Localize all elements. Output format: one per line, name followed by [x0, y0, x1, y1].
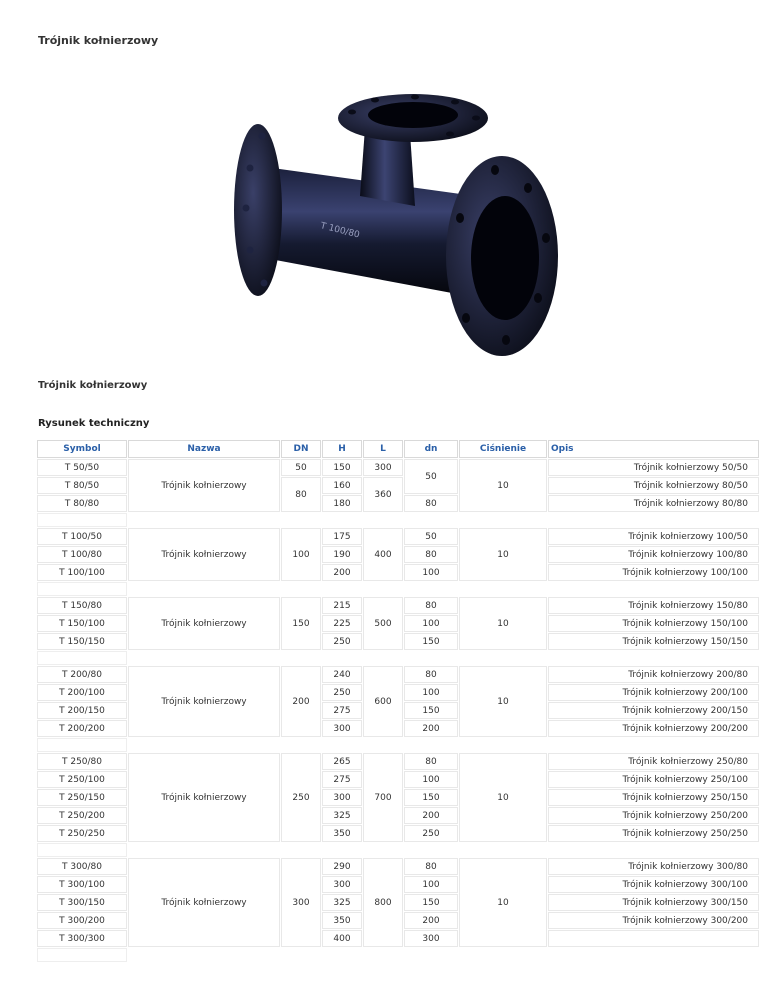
spacer-row	[37, 843, 759, 857]
cell-h: 250	[322, 684, 362, 701]
cell-symbol: T 300/200	[37, 912, 127, 929]
table-row	[37, 858, 759, 875]
cell-dn: 50	[281, 459, 321, 476]
cell-opis: Trójnik kołnierzowy 100/80	[548, 546, 759, 563]
spacer-row	[37, 948, 759, 962]
cell-l: 600	[363, 666, 403, 737]
cell-opis: Trójnik kołnierzowy 80/50	[548, 477, 759, 494]
table-body	[37, 459, 759, 962]
flanged-tee-image	[210, 78, 560, 368]
cell-dn-branch: 100	[404, 771, 458, 788]
cell-nazwa: Trójnik kołnierzowy	[128, 753, 280, 842]
cell-h: 150	[322, 459, 362, 476]
cell-dn-branch: 80	[404, 666, 458, 683]
cell-symbol: T 250/80	[37, 753, 127, 770]
cell-opis: Trójnik kołnierzowy 200/100	[548, 684, 759, 701]
cell-dn: 150	[281, 597, 321, 650]
header-l: L	[363, 440, 403, 458]
cell-opis: Trójnik kołnierzowy 250/150	[548, 789, 759, 806]
cell-symbol: T 100/50	[37, 528, 127, 545]
cell-l: 400	[363, 528, 403, 581]
cell-dn-branch: 150	[404, 894, 458, 911]
cell-symbol: T 250/200	[37, 807, 127, 824]
cell-dn: 100	[281, 528, 321, 581]
spacer-row	[37, 582, 759, 596]
cell-h: 290	[322, 858, 362, 875]
cell-symbol: T 200/80	[37, 666, 127, 683]
cell-l: 500	[363, 597, 403, 650]
cell-dn-branch: 50	[404, 528, 458, 545]
table-header-row	[37, 440, 759, 458]
cell-symbol: T 250/250	[37, 825, 127, 842]
cell-dn-branch: 150	[404, 633, 458, 650]
cell-dn: 80	[281, 477, 321, 512]
cell-opis: Trójnik kołnierzowy 250/200	[548, 807, 759, 824]
cell-dn-branch: 50	[404, 459, 458, 494]
cell-nazwa: Trójnik kołnierzowy	[128, 597, 280, 650]
table-row	[37, 666, 759, 683]
cell-opis: Trójnik kołnierzowy 100/100	[548, 564, 759, 581]
cell-opis: Trójnik kołnierzowy 300/100	[548, 876, 759, 893]
cell-dn-branch: 200	[404, 720, 458, 737]
section-title: Rysunek techniczny	[38, 418, 150, 429]
cell-opis: Trójnik kołnierzowy 300/200	[548, 912, 759, 929]
header-dn: DN	[281, 440, 321, 458]
cell-dn-branch: 100	[404, 615, 458, 632]
cell-h: 275	[322, 702, 362, 719]
spacer-row	[37, 738, 759, 752]
cell-dn-branch: 300	[404, 930, 458, 947]
spacer-cell	[37, 948, 127, 962]
cell-dn-branch: 80	[404, 858, 458, 875]
cell-cisnienie: 10	[459, 858, 547, 947]
cell-opis: Trójnik kołnierzowy 200/200	[548, 720, 759, 737]
spacer-fill	[128, 738, 759, 752]
cell-h: 200	[322, 564, 362, 581]
spacer-fill	[128, 843, 759, 857]
table-row	[37, 753, 759, 770]
cell-cisnienie: 10	[459, 753, 547, 842]
cell-h: 250	[322, 633, 362, 650]
page-title: Trójnik kołnierzowy	[38, 34, 159, 47]
header-dn-branch: dn	[404, 440, 458, 458]
cell-h: 175	[322, 528, 362, 545]
cell-symbol: T 300/150	[37, 894, 127, 911]
cell-h: 300	[322, 789, 362, 806]
cell-dn-branch: 100	[404, 684, 458, 701]
cell-opis: Trójnik kołnierzowy 300/80	[548, 858, 759, 875]
cell-dn-branch: 100	[404, 564, 458, 581]
cell-h: 215	[322, 597, 362, 614]
cell-l: 360	[363, 477, 403, 512]
cell-opis: Trójnik kołnierzowy 100/50	[548, 528, 759, 545]
spacer-cell	[37, 582, 127, 596]
cell-opis: Trójnik kołnierzowy 250/250	[548, 825, 759, 842]
cell-cisnienie: 10	[459, 528, 547, 581]
cell-l: 300	[363, 459, 403, 476]
cell-h: 275	[322, 771, 362, 788]
spacer-row	[37, 651, 759, 665]
cell-symbol: T 300/100	[37, 876, 127, 893]
spacer-row	[37, 513, 759, 527]
header-opis: Opis	[548, 440, 759, 458]
cell-symbol: T 200/200	[37, 720, 127, 737]
cell-symbol: T 100/100	[37, 564, 127, 581]
cell-dn: 300	[281, 858, 321, 947]
cell-dn: 200	[281, 666, 321, 737]
cell-opis: Trójnik kołnierzowy 80/80	[548, 495, 759, 512]
cell-symbol: T 250/150	[37, 789, 127, 806]
cell-h: 180	[322, 495, 362, 512]
cell-dn-branch: 150	[404, 702, 458, 719]
cell-dn-branch: 80	[404, 495, 458, 512]
cell-symbol: T 50/50	[37, 459, 127, 476]
cell-nazwa: Trójnik kołnierzowy	[128, 666, 280, 737]
cell-dn-branch: 150	[404, 789, 458, 806]
cell-opis: Trójnik kołnierzowy 300/150	[548, 894, 759, 911]
cell-symbol: T 300/80	[37, 858, 127, 875]
cell-opis: Trójnik kołnierzowy 250/80	[548, 753, 759, 770]
header-cisnienie: Ciśnienie	[459, 440, 547, 458]
cell-h: 350	[322, 912, 362, 929]
cell-l: 700	[363, 753, 403, 842]
cell-nazwa: Trójnik kołnierzowy	[128, 459, 280, 512]
cell-dn-branch: 80	[404, 753, 458, 770]
cell-h: 325	[322, 807, 362, 824]
cell-dn-branch: 200	[404, 807, 458, 824]
spacer-fill	[128, 948, 759, 962]
cell-symbol: T 300/300	[37, 930, 127, 947]
spacer-fill	[128, 513, 759, 527]
spacer-fill	[128, 651, 759, 665]
cell-h: 300	[322, 876, 362, 893]
header-nazwa: Nazwa	[128, 440, 280, 458]
cell-h: 300	[322, 720, 362, 737]
cell-l: 800	[363, 858, 403, 947]
cell-dn-branch: 200	[404, 912, 458, 929]
cell-dn: 250	[281, 753, 321, 842]
cell-h: 265	[322, 753, 362, 770]
cell-cisnienie: 10	[459, 597, 547, 650]
image-caption: Trójnik kołnierzowy	[38, 380, 148, 391]
cell-cisnienie: 10	[459, 666, 547, 737]
cell-h: 190	[322, 546, 362, 563]
cell-dn-branch: 80	[404, 546, 458, 563]
cell-h: 350	[322, 825, 362, 842]
cell-symbol: T 80/50	[37, 477, 127, 494]
cell-cisnienie: 10	[459, 459, 547, 512]
cell-opis: Trójnik kołnierzowy 150/150	[548, 633, 759, 650]
cell-opis: Trójnik kołnierzowy 250/100	[548, 771, 759, 788]
cell-symbol: T 250/100	[37, 771, 127, 788]
cell-symbol: T 150/80	[37, 597, 127, 614]
cell-opis: Trójnik kołnierzowy 200/150	[548, 702, 759, 719]
cell-dn-branch: 100	[404, 876, 458, 893]
cell-h: 160	[322, 477, 362, 494]
cell-nazwa: Trójnik kołnierzowy	[128, 528, 280, 581]
spacer-cell	[37, 651, 127, 665]
cell-symbol: T 150/150	[37, 633, 127, 650]
tee-marking: T 100/80	[319, 221, 361, 241]
header-symbol: Symbol	[37, 440, 127, 458]
cell-symbol: T 150/100	[37, 615, 127, 632]
cell-opis: Trójnik kołnierzowy 150/100	[548, 615, 759, 632]
table-row	[37, 597, 759, 614]
cell-symbol: T 80/80	[37, 495, 127, 512]
cell-opis: Trójnik kołnierzowy 200/80	[548, 666, 759, 683]
table-row	[37, 528, 759, 545]
header-h: H	[322, 440, 362, 458]
spacer-cell	[37, 513, 127, 527]
cell-symbol: T 200/150	[37, 702, 127, 719]
cell-h: 400	[322, 930, 362, 947]
table-row	[37, 459, 759, 476]
cell-dn-branch: 250	[404, 825, 458, 842]
cell-opis: Trójnik kołnierzowy 150/80	[548, 597, 759, 614]
cell-h: 325	[322, 894, 362, 911]
cell-dn-branch: 80	[404, 597, 458, 614]
spec-table	[36, 439, 760, 963]
spacer-cell	[37, 843, 127, 857]
cell-nazwa: Trójnik kołnierzowy	[128, 858, 280, 947]
spacer-fill	[128, 582, 759, 596]
cell-h: 240	[322, 666, 362, 683]
cell-opis: Trójnik kołnierzowy 50/50	[548, 459, 759, 476]
cell-symbol: T 200/100	[37, 684, 127, 701]
cell-opis	[548, 930, 759, 947]
cell-symbol: T 100/80	[37, 546, 127, 563]
cell-h: 225	[322, 615, 362, 632]
spacer-cell	[37, 738, 127, 752]
